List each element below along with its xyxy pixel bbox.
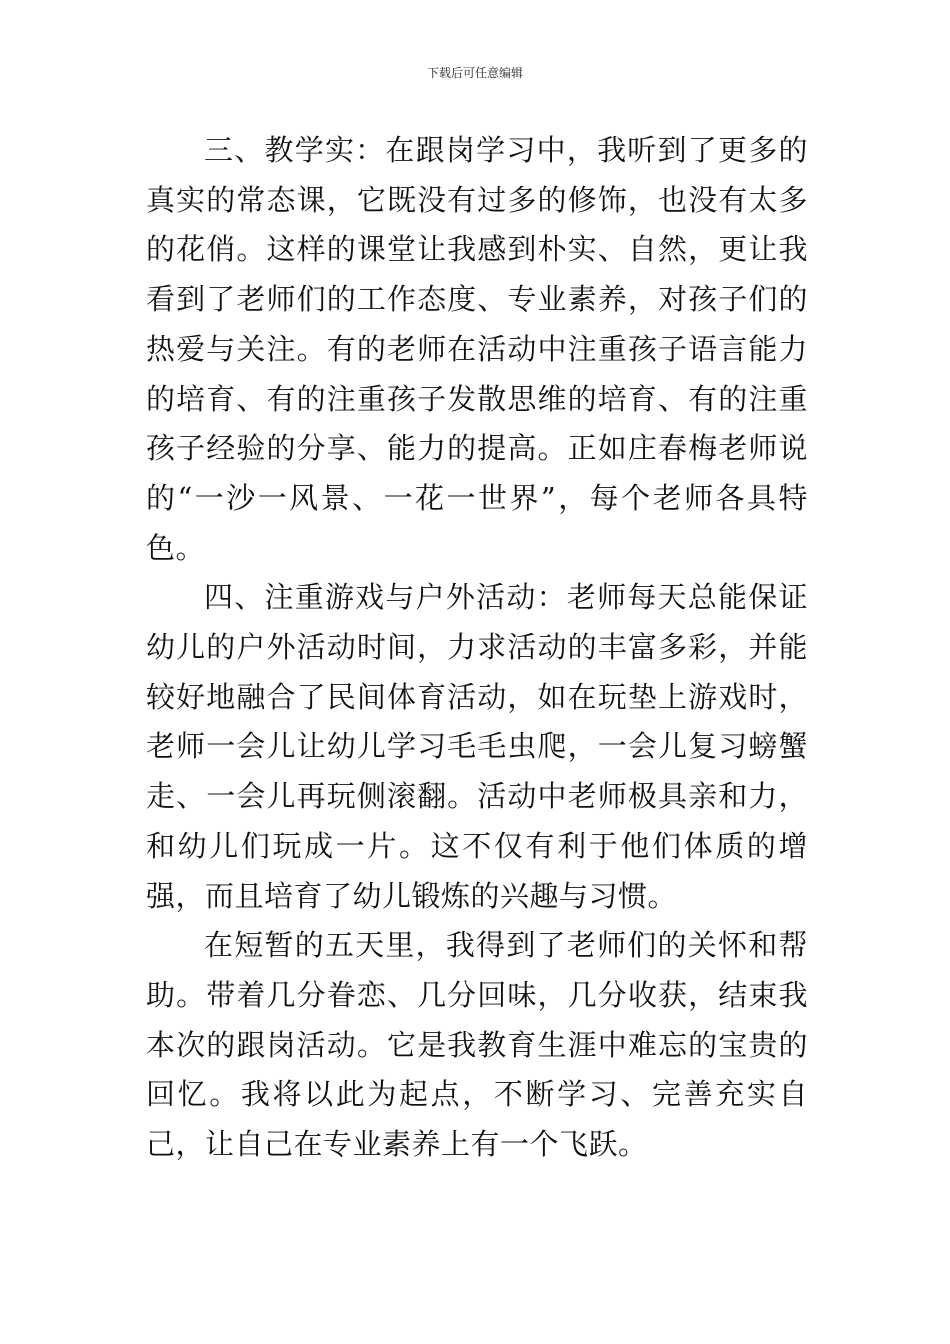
paragraph-conclusion: 在短暂的五天里，我得到了老师们的关怀和帮助。带着几分眷恋、几分回味，几分收获，结束我本次的跟岗活动。它是我教育生涯中难忘的宝贵的回忆。我将以此为起点，不断学习、完善充实自己，让自己在专业素养上有一个飞跃。	[146, 928, 808, 1162]
page-header: 下载后可任意编辑	[426, 66, 523, 80]
paragraph-teaching-reality: 三、教学实：在跟岗学习中，我听到了更多的真实的常态课，它既没有过多的修饰，也没有太多的花俏。这样的课堂让我感到朴实、自然，更让我看到了老师们的工作态度、专业素养，对孩子们的热爱与关注。有的老师在活动中注重孩子语言能力的培育、有的注重孩子发散思维的培育、有的注重孩子经验的分享、能力的提高。正如庄春梅老师说的“一沙一风景、一花一世界”，每个老师各具特色。	[146, 133, 808, 565]
paragraph-games-outdoor: 四、注重游戏与户外活动：老师每天总能保证幼儿的户外活动时间，力求活动的丰富多彩，并能较好地融合了民间体育活动，如在玩垫上游戏时，老师一会儿让幼儿学习毛毛虫爬，一会儿复习螃蟹走、一会儿再玩侧滚翻。活动中老师极具亲和力，和幼儿们玩成一片。这不仅有利于他们体质的增强，而且培育了幼儿锻炼的兴趣与习惯。	[146, 580, 808, 913]
document-body	[146, 126, 808, 1170]
